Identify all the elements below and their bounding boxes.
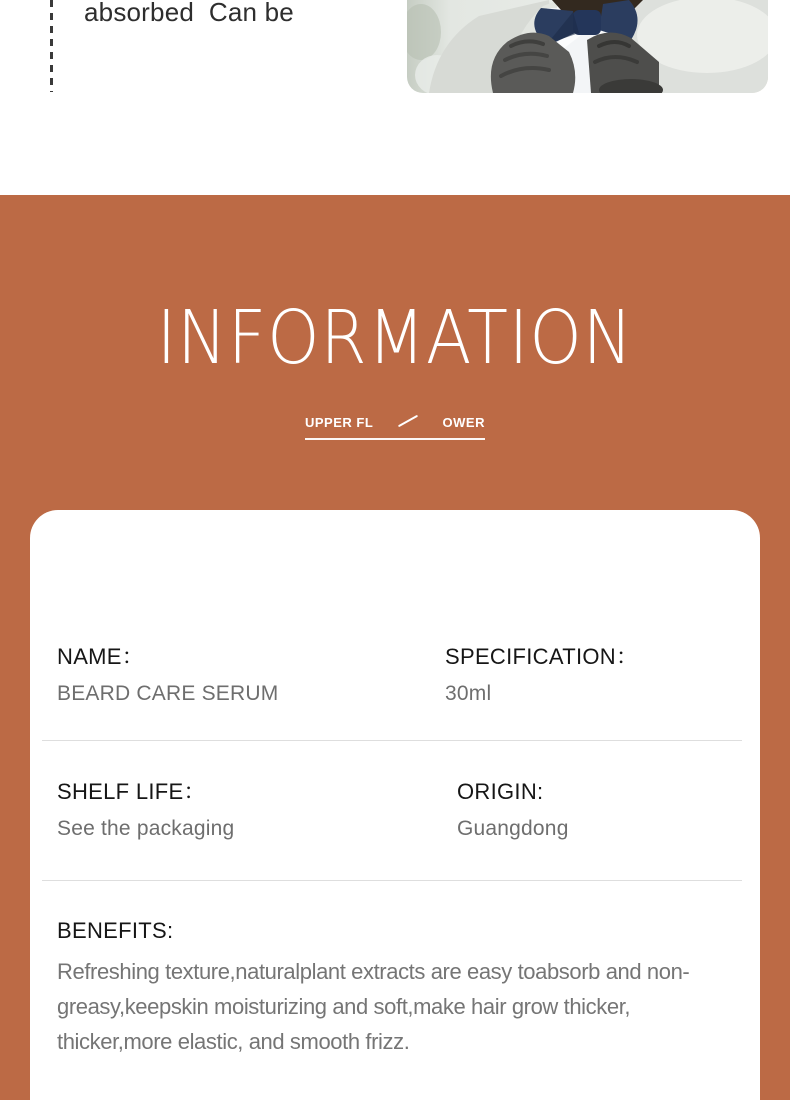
field-name-label: NAME： bbox=[57, 644, 145, 669]
field-benefits-value: Refreshing texture,naturalplant extracts are easy toabsorb and non-greasy,keepskin moisturizing and soft,make hair grow thicker, thicker,more elastic, and smooth frizz. bbox=[57, 959, 690, 1054]
banner-title: INFORMATION bbox=[156, 295, 634, 381]
field-shelf-life-label: SHELF LIFE： bbox=[57, 779, 206, 804]
field-name bbox=[57, 643, 445, 708]
subtitle-right-text: OWER bbox=[442, 415, 485, 430]
field-origin bbox=[445, 778, 733, 843]
model-photo bbox=[407, 0, 768, 93]
field-shelf-life-value: See the packaging bbox=[57, 817, 235, 840]
field-benefits-label: BENEFITS: bbox=[57, 918, 174, 943]
man-bow-tie-illustration bbox=[407, 0, 768, 93]
field-specification bbox=[445, 643, 733, 708]
field-origin-value: Guangdong bbox=[457, 817, 569, 840]
subtitle-left-text: UPPER FL bbox=[305, 415, 374, 430]
field-shelf-life bbox=[57, 778, 445, 843]
field-specification-label: SPECIFICATION： bbox=[445, 644, 639, 669]
banner-subtitle bbox=[305, 415, 485, 440]
info-card bbox=[30, 510, 760, 1100]
card-row-shelf-origin bbox=[30, 741, 760, 843]
field-origin-label: ORIGIN: bbox=[457, 779, 544, 804]
dashed-divider bbox=[50, 0, 53, 92]
slash-icon bbox=[398, 415, 418, 427]
field-specification-value: 30ml bbox=[445, 682, 492, 705]
card-row-name-spec bbox=[30, 510, 760, 708]
caption-text: absorbed Can be bbox=[84, 0, 294, 27]
field-name-value: BEARD CARE SERUM bbox=[57, 682, 279, 705]
field-benefits bbox=[30, 881, 760, 1059]
top-section bbox=[0, 0, 790, 195]
